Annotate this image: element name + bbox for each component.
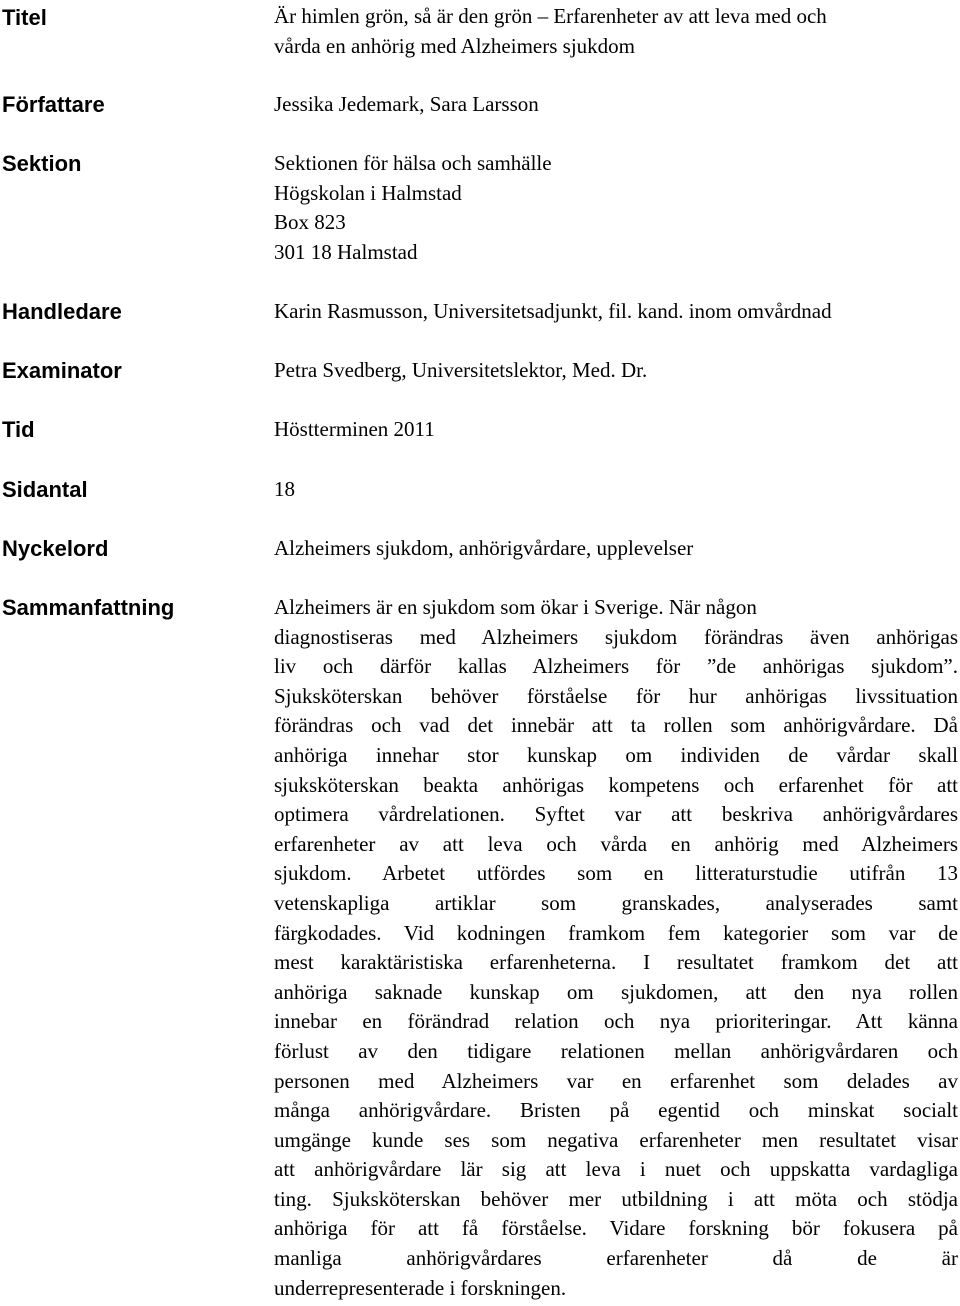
keywords-label: Nyckelord — [2, 536, 109, 561]
supervisor-text: Karin Rasmusson, Universitetsadjunkt, fil. kand. inom omvårdnad — [274, 299, 832, 323]
supervisor-value — [274, 297, 958, 327]
pages-label: Sidantal — [2, 477, 88, 502]
summary-line: anhöriga för att få förståelse. Vidare forskning bör fokusera på — [274, 1216, 958, 1241]
section-value — [274, 149, 958, 267]
summary-line: ting. Sjuksköterskan behöver mer utbildning i att möta och stödja — [274, 1186, 958, 1211]
summary-line: Sjuksköterskan behöver förståelse för hur anhörigas livssituation — [274, 683, 958, 708]
author-value — [274, 90, 958, 120]
examiner-text: Petra Svedberg, Universitetslektor, Med. Dr. — [274, 358, 648, 382]
summary-line: mest karaktäristiska erfarenheterna. I resultatet framkom det att — [274, 950, 958, 975]
summary-line: anhöriga innehar stor kunskap om individen de vårdar skall — [274, 742, 958, 767]
section-line: 301 18 Halmstad — [274, 239, 418, 264]
summary-line: optimera vårdrelationen. Syftet var att beskriva anhörigvårdares — [274, 802, 958, 827]
author-text: Jessika Jedemark, Sara Larsson — [274, 92, 539, 116]
pages-text: 18 — [274, 477, 295, 501]
summary-line: vetenskapliga artiklar som granskades, analyserades samt — [274, 890, 958, 915]
summary-line: innebar en förändrad relation och nya prioriteringar. Att känna — [274, 1009, 958, 1034]
section-line: Box 823 — [274, 210, 346, 235]
summary-line: manliga anhörigvårdares erfarenheter då de är — [274, 1246, 958, 1271]
keywords-text: Alzheimers sjukdom, anhörigvårdare, upplevelser — [274, 536, 694, 560]
title-label: Titel — [2, 5, 47, 30]
title-line: vårda en anhörig med Alzheimers sjukdom — [274, 33, 635, 58]
section-label: Sektion — [2, 151, 82, 176]
summary-line: många anhörigvårdare. Bristen på egentid och minskat socialt — [274, 1098, 958, 1123]
title-value — [274, 2, 958, 61]
summary-line: sjukdom. Arbetet utfördes som en litteraturstudie utifrån 13 — [274, 861, 958, 886]
summary-line: förlust av den tidigare relationen mellan anhörigvårdaren och — [274, 1038, 958, 1063]
examiner-label: Examinator — [2, 358, 122, 383]
summary-line: diagnostiseras med Alzheimers sjukdom förändras även anhörigas — [274, 624, 958, 649]
time-text: Höstterminen 2011 — [274, 417, 435, 441]
summary-line: Alzheimers är en sjukdom som ökar i Sverige. När någon — [274, 595, 757, 619]
summary-line: underrepresenterade i forskningen. — [274, 1275, 567, 1300]
summary-line: liv och därför kallas Alzheimers för ”de anhörigas sjukdom”. — [274, 654, 958, 679]
supervisor-label: Handledare — [2, 299, 122, 324]
time-value — [274, 415, 958, 445]
summary-line: förändras och vad det innebär att ta rollen som anhörigvårdare. Då — [274, 713, 958, 738]
time-label: Tid — [2, 417, 35, 442]
keywords-value — [274, 534, 958, 564]
author-label: Författare — [2, 92, 105, 117]
summary-line: anhöriga saknade kunskap om sjukdomen, att den nya rollen — [274, 979, 958, 1004]
summary-line: att anhörigvårdare lär sig att leva i nuet och uppskatta vardagliga — [274, 1157, 958, 1182]
summary-line: umgänge kunde ses som negativa erfarenheter men resultatet visar — [274, 1127, 958, 1152]
summary-label: Sammanfattning — [2, 595, 175, 620]
summary-line: sjuksköterskan beakta anhörigas kompetens och erfarenhet för att — [274, 772, 958, 797]
examiner-value — [274, 356, 958, 386]
pages-value — [274, 475, 958, 505]
section-line: Sektionen för hälsa och samhälle — [274, 151, 552, 175]
summary-line: erfarenheter av att leva och vårda en anhörig med Alzheimers — [274, 831, 958, 856]
summary-body — [274, 593, 958, 1303]
summary-line: färgkodades. Vid kodningen framkom fem kategorier som var de — [274, 920, 958, 945]
section-line: Högskolan i Halmstad — [274, 180, 462, 205]
summary-line: personen med Alzheimers var en erfarenhet som delades av — [274, 1068, 958, 1093]
title-line: Är himlen grön, så är den grön – Erfarenheter av att leva med och — [274, 4, 827, 28]
